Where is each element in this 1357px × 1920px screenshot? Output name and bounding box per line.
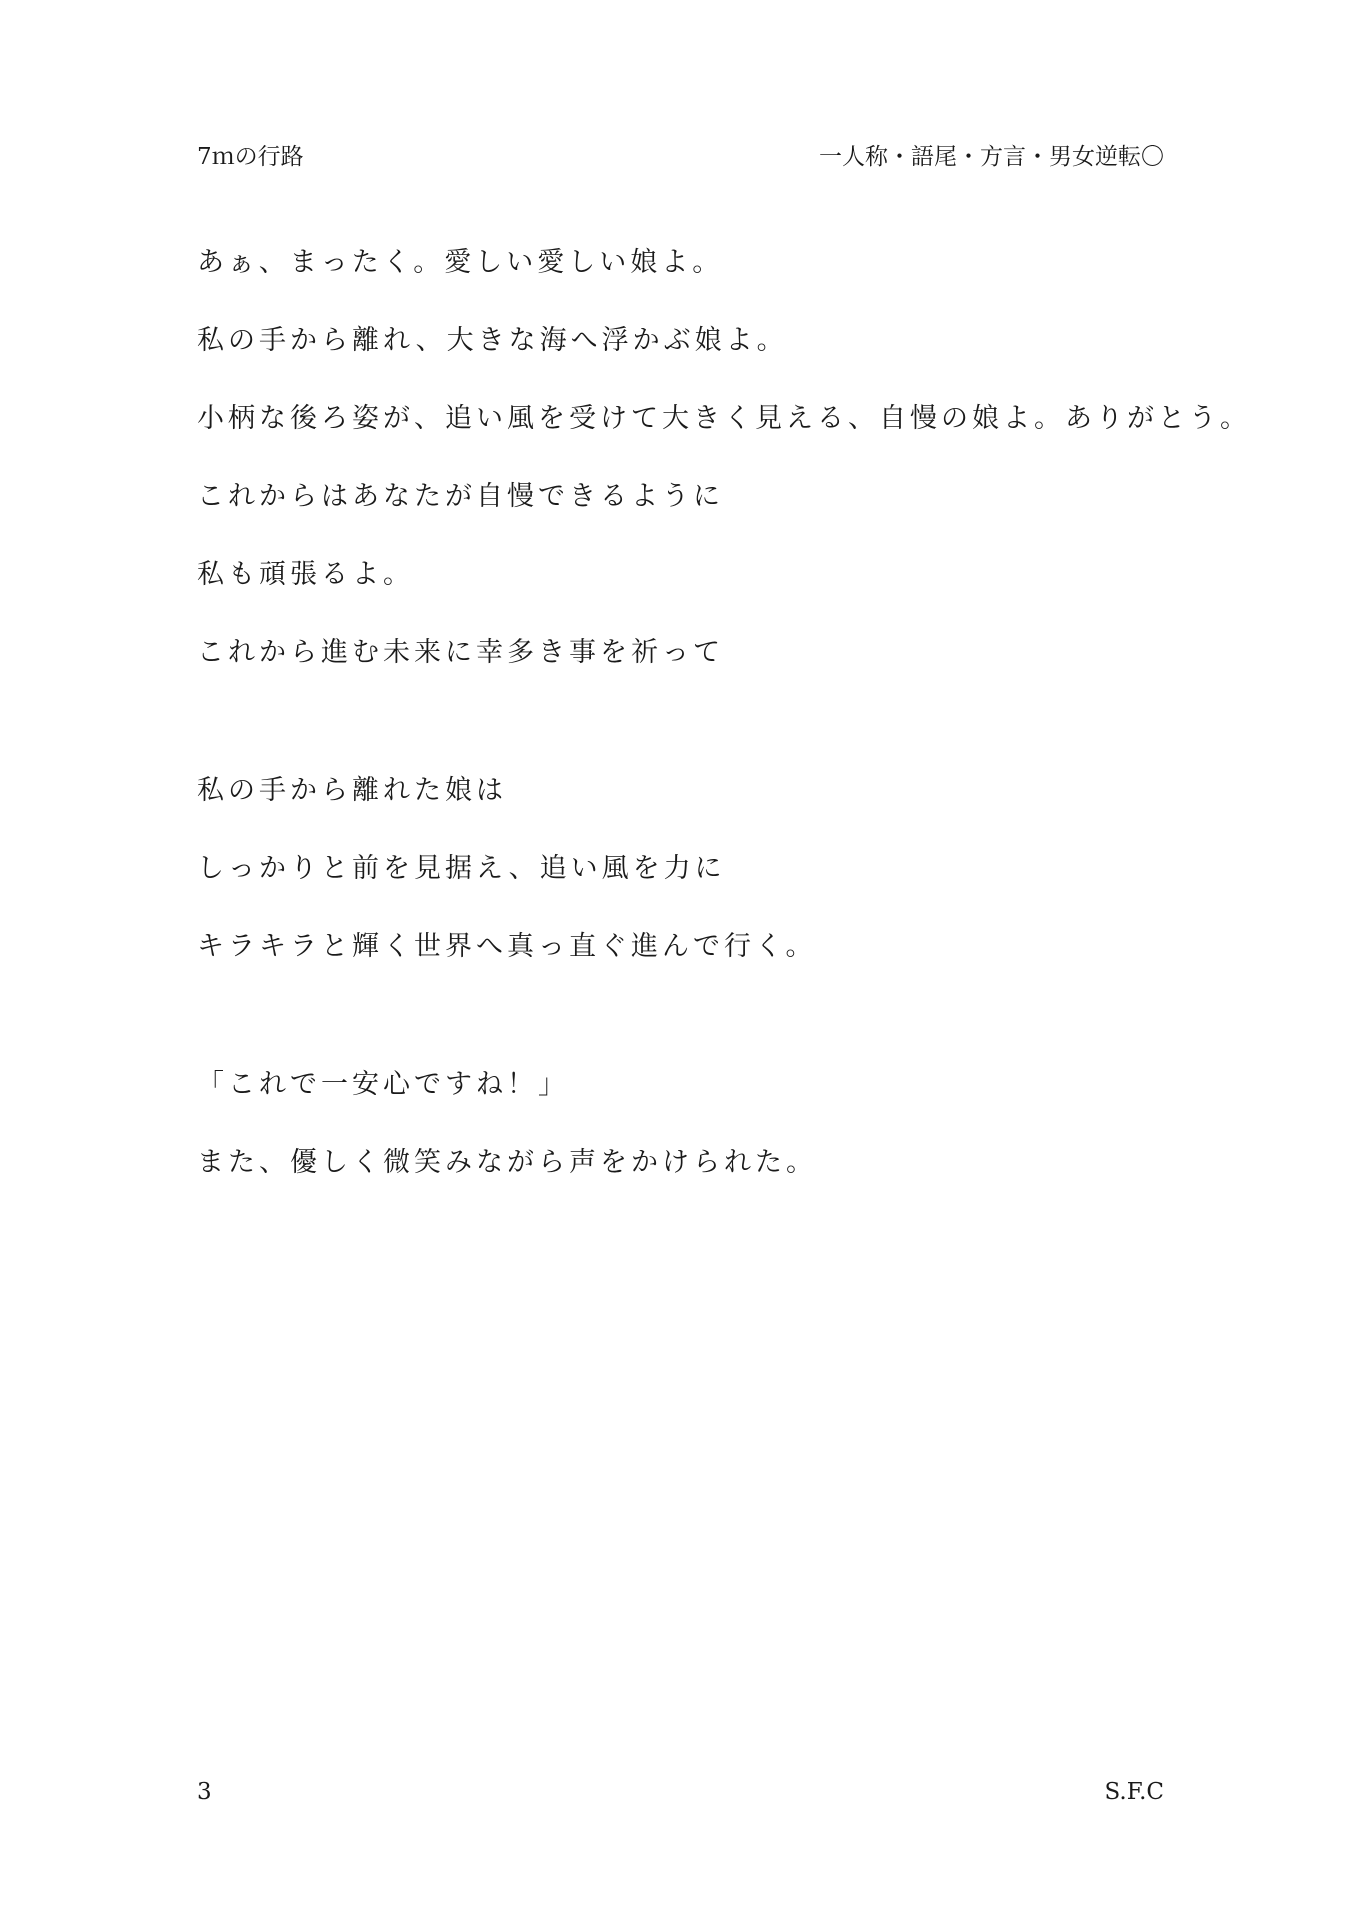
body-line: 私も頑張るよ。 — [197, 559, 414, 590]
body-line: これから進む未来に幸多き事を祈って — [197, 637, 724, 668]
header-title: 7ｍの行路 — [197, 144, 304, 170]
footer-author: S.F.C — [1104, 1779, 1164, 1805]
body-line: しっかりと前を見据え、追い風を力に — [197, 853, 726, 884]
body-line: 私の手から離れ、大きな海へ浮かぶ娘よ。 — [197, 325, 788, 356]
body-line: あぁ、まったく。愛しい愛しい娘よ。 — [197, 247, 724, 278]
body-line: 「これで一安心ですね！」 — [197, 1069, 569, 1100]
body-line: 私の手から離れた娘は — [197, 775, 507, 806]
page-number: 3 — [197, 1779, 212, 1805]
blank-line — [197, 1002, 1177, 1062]
body-line: また、優しく微笑みながら声をかけられた。 — [197, 1147, 817, 1178]
body-line: 小柄な後ろ姿が、追い風を受けて大きく見える、自慢の娘よ。ありがとう。 — [197, 403, 1251, 434]
blank-line — [197, 708, 1177, 768]
header-tags: 一人称・語尾・方言・男女逆転〇 — [819, 144, 1164, 170]
body-text — [197, 240, 1251, 1218]
body-line: キラキラと輝く世界へ真っ直ぐ進んで行く。 — [197, 931, 817, 962]
body-line: これからはあなたが自慢できるように — [197, 481, 724, 512]
